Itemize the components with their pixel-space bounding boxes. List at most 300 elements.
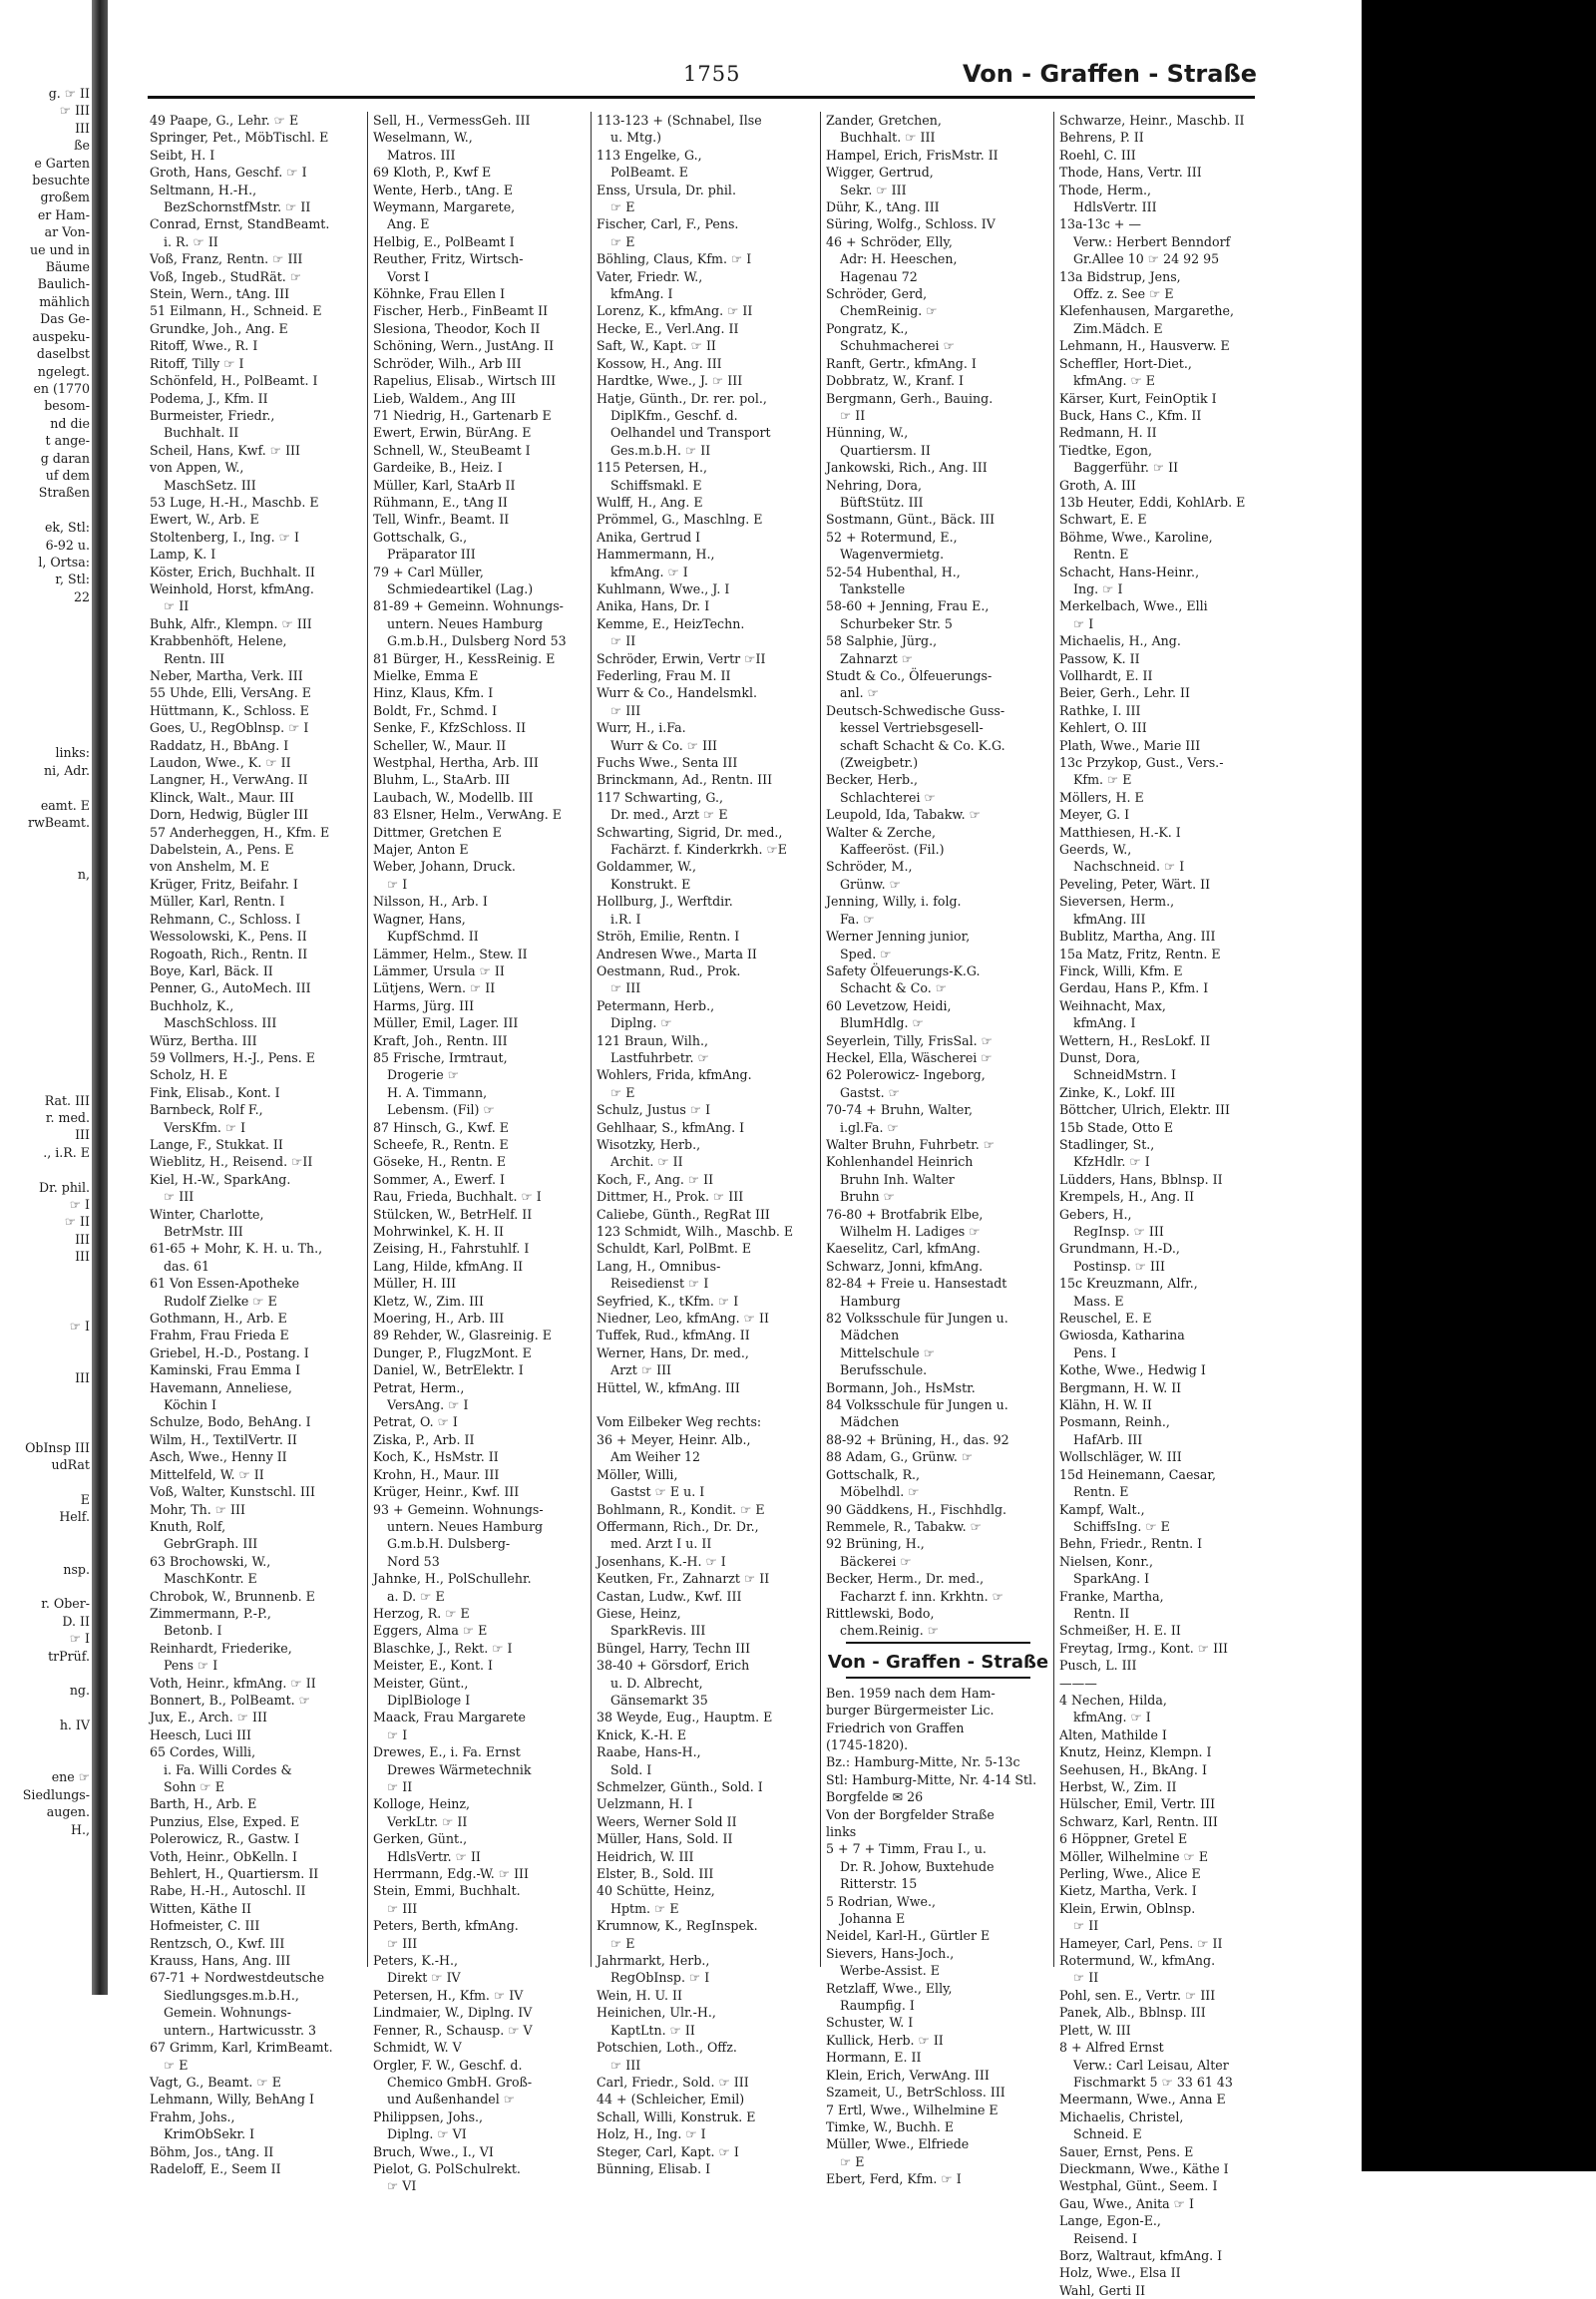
book-gutter bbox=[92, 0, 108, 1995]
directory-entry: ☞ III bbox=[610, 980, 641, 996]
left-page-text bbox=[0, 1386, 90, 1403]
directory-entry: 123 Schmidt, Wilh., Maschb. E bbox=[597, 1224, 794, 1239]
directory-entry: Studt & Co., Ölfeuerungs- bbox=[826, 668, 993, 683]
directory-entry: Gr.Allee 10 ☞ 24 92 95 bbox=[1073, 251, 1220, 267]
directory-entry: Jankowski, Rich., Ang. III bbox=[826, 460, 988, 476]
directory-entry: Stl: Hamburg-Mitte, Nr. 4-14 Stl. bbox=[826, 1771, 1037, 1787]
directory-entry: 81-89 + Gemeinn. Wohnungs- bbox=[373, 598, 564, 614]
section-rule bbox=[846, 1642, 1030, 1644]
left-page-text bbox=[0, 1057, 90, 1074]
left-page-text: E bbox=[80, 1491, 90, 1507]
directory-entry: ☞ III bbox=[387, 1935, 418, 1951]
directory-entry: Gastst ☞ E u. I bbox=[610, 1484, 705, 1500]
left-page-text: 6-92 u. bbox=[45, 537, 90, 553]
directory-entry: Vollhardt, E. II bbox=[1059, 668, 1153, 683]
directory-entry: Krabbenhöft, Helene, bbox=[150, 633, 287, 649]
directory-entry: Freytag, Irmg., Kont. ☞ III bbox=[1059, 1640, 1229, 1656]
directory-entry: Rühmann, E., tAng II bbox=[373, 494, 508, 510]
column-divider bbox=[591, 112, 592, 1967]
directory-entry: Von der Borgfelder Straße bbox=[826, 1806, 995, 1822]
directory-entry: VersAng. ☞ I bbox=[387, 1397, 469, 1413]
left-page-text bbox=[0, 970, 90, 987]
directory-entry: Ewert, Erwin, BürAng. E bbox=[373, 425, 532, 441]
left-page-text bbox=[0, 502, 90, 519]
directory-entry: Behlert, H., Quartiersm. II bbox=[150, 1866, 319, 1882]
directory-entry: 60 Levetzow, Heidi, bbox=[826, 997, 952, 1013]
directory-entry: ☞ E bbox=[610, 1084, 635, 1100]
directory-entry: Voth, Heinr., kfmAng. ☞ II bbox=[150, 1675, 316, 1691]
directory-entry: Krohn, H., Maur. III bbox=[373, 1466, 500, 1482]
left-page-text bbox=[0, 1578, 90, 1595]
directory-entry: Heckel, Ella, Wäscherei ☞ bbox=[826, 1049, 993, 1065]
directory-entry: Caliebe, Günth., RegRat III bbox=[597, 1206, 770, 1222]
directory-entry: Gänsemarkt 35 bbox=[610, 1692, 708, 1708]
directory-entry: KaptLtn. ☞ II bbox=[610, 2022, 695, 2038]
directory-entry: 89 Rehder, W., Glasreinig. E bbox=[373, 1328, 552, 1343]
directory-entry: 62 Polerowicz- Ingeborg, bbox=[826, 1067, 986, 1083]
directory-entry: Nord 53 bbox=[387, 1553, 440, 1569]
directory-entry: Ritoff, Tilly ☞ I bbox=[150, 355, 244, 371]
directory-entry: (1745-1820). bbox=[826, 1736, 909, 1752]
directory-entry: Raumpfig. I bbox=[840, 1998, 915, 2014]
directory-entry: Tuffek, Rud., kfmAng. II bbox=[597, 1328, 750, 1343]
left-page-text: ☞ III bbox=[59, 103, 90, 119]
directory-entry: kfmAng. ☞ I bbox=[610, 564, 688, 579]
directory-entry: Enss, Ursula, Dr. phil. bbox=[597, 182, 736, 197]
directory-entry: Möller, Willi, bbox=[597, 1466, 678, 1482]
directory-entry: Rau, Frieda, Buchhalt. ☞ I bbox=[373, 1189, 542, 1205]
directory-entry: Kullick, Herb. ☞ II bbox=[826, 2032, 944, 2048]
directory-entry: 57 Anderheggen, H., Kfm. E bbox=[150, 824, 330, 840]
directory-entry: Plett, W. III bbox=[1059, 2022, 1131, 2038]
directory-entry: Direkt ☞ IV bbox=[387, 1970, 461, 1986]
directory-entry: Hüttmann, K., Schloss. E bbox=[150, 702, 309, 718]
left-page-text: nsp. bbox=[63, 1561, 90, 1577]
directory-entry: Borz, Waltraut, kfmAng. I bbox=[1059, 2247, 1223, 2263]
directory-entry: Boldt, Fr., Schmd. I bbox=[373, 702, 498, 718]
directory-entry: Chrobok, W., Brunnenb. E bbox=[150, 1588, 315, 1604]
directory-entry: von Appen, W., bbox=[150, 460, 244, 476]
directory-entry: 49 Paape, G., Lehr. ☞ E bbox=[150, 113, 299, 128]
directory-entry: das. 61 bbox=[164, 1258, 210, 1274]
directory-entry: ☞ II bbox=[1073, 1970, 1099, 1986]
directory-entry: 40 Schütte, Heinz, bbox=[597, 1883, 715, 1899]
directory-entry: Walter & Zerche, bbox=[826, 824, 936, 840]
directory-entry: Gardeike, B., Heiz. I bbox=[373, 460, 503, 476]
directory-entry: Klinck, Walt., Maur. III bbox=[150, 789, 294, 805]
directory-entry: KupfSchmd. II bbox=[387, 929, 479, 945]
directory-entry: Krüger, Fritz, Beifahr. I bbox=[150, 876, 298, 892]
directory-entry: Dieckmann, Wwe., Käthe I bbox=[1059, 2160, 1229, 2176]
directory-entry: Walter Bruhn, Fuhrbetr. ☞ bbox=[826, 1136, 996, 1152]
directory-entry: Scheefe, R., Rentn. E bbox=[373, 1136, 509, 1152]
directory-entry: Rudolf Zielke ☞ E bbox=[164, 1293, 277, 1309]
left-page-text bbox=[0, 936, 90, 953]
left-page-text bbox=[0, 1421, 90, 1438]
directory-entry: Weymann, Margarete, bbox=[373, 199, 516, 215]
directory-entry: 58 Salphie, Jürg., bbox=[826, 633, 938, 649]
left-page-text: ar Von- bbox=[44, 224, 90, 240]
directory-entry: Hammermann, H., bbox=[597, 547, 715, 563]
directory-entry: Dittmer, Gretchen E bbox=[373, 824, 502, 840]
directory-entry: Herzog, R. ☞ E bbox=[373, 1605, 470, 1621]
directory-entry: Rentn. E bbox=[1073, 547, 1129, 563]
directory-column-4 bbox=[826, 112, 1050, 2187]
directory-entry: Grünw. ☞ bbox=[840, 876, 901, 892]
directory-entry: 15b Stade, Otto E bbox=[1059, 1119, 1174, 1135]
directory-entry: 115 Petersen, H., bbox=[597, 460, 707, 476]
directory-entry: Plath, Wwe., Marie III bbox=[1059, 737, 1201, 753]
directory-entry: Müller, Karl, Rentn. I bbox=[150, 894, 285, 910]
directory-entry: Müller, Hans, Sold. II bbox=[597, 1831, 733, 1847]
directory-entry: Nielsen, Konr., bbox=[1059, 1553, 1153, 1569]
left-page-text: ue und in bbox=[30, 241, 90, 257]
directory-entry: Krauss, Hans, Ang. III bbox=[150, 1953, 291, 1969]
directory-entry: 85 Frische, Irmtraut, bbox=[373, 1049, 508, 1065]
directory-entry: 69 Kloth, P., Kwf E bbox=[373, 165, 492, 181]
directory-entry: Rogoath, Rich., Rentn. II bbox=[150, 946, 308, 961]
directory-entry: 76-80 + Brotfabrik Elbe, bbox=[826, 1206, 984, 1222]
directory-entry: ☞ III bbox=[387, 1900, 418, 1916]
directory-entry: Voß, Ingeb., StudRät. ☞ bbox=[150, 268, 302, 284]
directory-entry: ☞ E bbox=[164, 2057, 189, 2073]
left-page-text: uf dem bbox=[45, 467, 90, 483]
directory-column-2 bbox=[373, 112, 588, 2194]
directory-entry: Dr. med., Arzt ☞ E bbox=[610, 807, 728, 823]
left-page-text: ObInsp III bbox=[25, 1439, 90, 1455]
left-page-text: g. ☞ II bbox=[48, 86, 90, 101]
directory-entry: ☞ III bbox=[164, 1189, 195, 1205]
directory-entry: 63 Brochowski, W., bbox=[150, 1553, 271, 1569]
directory-entry: ☞ II bbox=[164, 598, 190, 614]
directory-entry: Sped. ☞ bbox=[840, 946, 892, 961]
directory-entry: Rabe, H.-H., Autoschl. II bbox=[150, 1883, 306, 1899]
directory-entry: Nachschneid. ☞ I bbox=[1073, 859, 1185, 875]
left-page-fragment bbox=[0, 85, 90, 1965]
directory-entry: Kfm. ☞ E bbox=[1073, 772, 1132, 788]
left-page-text: ., i.R. E bbox=[43, 1144, 90, 1160]
directory-entry: Ströh, Emilie, Rentn. I bbox=[597, 929, 740, 945]
directory-entry: Maack, Frau Margarete bbox=[373, 1710, 526, 1725]
directory-entry: Beier, Gerh., Lehr. II bbox=[1059, 685, 1191, 701]
directory-entry: Pens ☞ I bbox=[164, 1658, 218, 1674]
directory-entry: Köchin I bbox=[164, 1397, 216, 1413]
directory-entry: kfmAng. III bbox=[1073, 911, 1146, 927]
directory-entry: Lebensm. (Fil) ☞ bbox=[387, 1102, 495, 1118]
directory-entry: Langner, H., VerwAng. II bbox=[150, 772, 308, 788]
directory-entry: 117 Schwarting, G., bbox=[597, 789, 724, 805]
directory-entry: Hülscher, Emil, Vertr. III bbox=[1059, 1796, 1216, 1812]
directory-entry: Stadlinger, St., bbox=[1059, 1136, 1155, 1152]
directory-entry: Bohlmann, R., Kondit. ☞ E bbox=[597, 1501, 765, 1517]
directory-entry: 46 + Schröder, Elly, bbox=[826, 233, 953, 249]
directory-entry: Mohrwinkel, K. H. II bbox=[373, 1224, 504, 1239]
directory-entry: Kärser, Kurt, FeinOptik I bbox=[1059, 390, 1217, 406]
directory-entry: Barth, H., Arb. E bbox=[150, 1796, 257, 1812]
directory-entry: Schwarze, Heinr., Maschb. II bbox=[1059, 113, 1245, 128]
left-page-text: H., bbox=[71, 1821, 90, 1837]
directory-entry: Keutken, Fr., Zahnarzt ☞ II bbox=[597, 1571, 770, 1587]
directory-entry: Lang, Hilde, kfmAng. II bbox=[373, 1258, 524, 1274]
left-page-text bbox=[0, 987, 90, 1004]
directory-entry: Sekr. ☞ III bbox=[840, 182, 907, 197]
directory-entry: Behrens, P. II bbox=[1059, 130, 1144, 146]
directory-entry: 52 + Rotermund, E., bbox=[826, 529, 958, 545]
directory-entry: Orgler, F. W., Geschf. d. bbox=[373, 2057, 523, 2073]
directory-entry: Mohr, Th. ☞ III bbox=[150, 1501, 245, 1517]
directory-entry: Fa. ☞ bbox=[840, 911, 875, 927]
left-page-text: III bbox=[75, 1370, 90, 1386]
directory-entry: HdlsVertr. ☞ II bbox=[387, 1848, 481, 1864]
directory-entry: Reisedienst ☞ I bbox=[610, 1276, 709, 1292]
directory-entry: Alten, Mathilde I bbox=[1059, 1726, 1167, 1742]
directory-entry: Bäckerei ☞ bbox=[840, 1553, 912, 1569]
directory-entry: 113-123 + (Schnabel, Ilse bbox=[597, 113, 762, 128]
directory-entry: Hameyer, Carl, Pens. ☞ II bbox=[1059, 1935, 1223, 1951]
directory-entry: Verw.: Carl Leisau, Alter bbox=[1073, 2057, 1229, 2073]
directory-entry: Passow, K. II bbox=[1059, 650, 1140, 666]
directory-entry: Offermann, Rich., Dr. Dr., bbox=[597, 1518, 759, 1534]
directory-entry: 7 Ertl, Wwe., Wilhelmine E bbox=[826, 2102, 998, 2117]
directory-entry: Knick, K.-H. E bbox=[597, 1726, 687, 1742]
directory-entry: Lindmaier, W., Diplng. IV bbox=[373, 2005, 533, 2021]
directory-entry: Gerdau, Hans P., Kfm. I bbox=[1059, 980, 1209, 996]
directory-entry: Grundmann, H.-D., bbox=[1059, 1241, 1180, 1257]
directory-entry: Winter, Charlotte, bbox=[150, 1206, 264, 1222]
directory-entry: ☞ III bbox=[610, 2057, 641, 2073]
left-page-text bbox=[0, 1283, 90, 1300]
directory-entry: Schuhmacherei ☞ bbox=[840, 338, 955, 354]
directory-entry: Herrmann, Edg.-W. ☞ III bbox=[373, 1866, 530, 1882]
directory-entry: Möller, Wilhelmine ☞ E bbox=[1059, 1848, 1209, 1864]
directory-entry: HafArb. III bbox=[1073, 1431, 1143, 1447]
directory-entry: ☞ II bbox=[840, 407, 866, 423]
directory-entry: SparkRevis. III bbox=[610, 1623, 706, 1639]
directory-entry: Bruhn ☞ bbox=[840, 1189, 895, 1205]
directory-entry: Schulz, Justus ☞ I bbox=[597, 1102, 711, 1118]
directory-entry: ☞ I bbox=[387, 1726, 408, 1742]
left-page-text: großem bbox=[40, 190, 90, 205]
directory-entry: Perling, Wwe., Alice E bbox=[1059, 1866, 1201, 1882]
directory-entry: ☞ VI bbox=[387, 2178, 417, 2194]
directory-entry: Sohn ☞ E bbox=[164, 1779, 224, 1794]
directory-entry: 84 Volksschule für Jungen u. bbox=[826, 1397, 1008, 1413]
directory-entry: Scheller, W., Maur. II bbox=[373, 737, 507, 753]
directory-entry: Kampf, Walt., bbox=[1059, 1501, 1145, 1517]
running-head: Von - Graffen - Straße bbox=[962, 60, 1257, 88]
directory-entry: 13c Przykop, Gust., Vers.- bbox=[1059, 755, 1224, 771]
directory-entry: (Zweigbetr.) bbox=[840, 755, 919, 771]
left-page-text bbox=[0, 675, 90, 692]
directory-entry: Uelzmann, H. I bbox=[597, 1796, 693, 1812]
left-page-text bbox=[0, 623, 90, 640]
directory-entry: Pens. I bbox=[1073, 1344, 1116, 1360]
directory-entry: Springer, Pet., MöbTischl. E bbox=[150, 130, 329, 146]
directory-entry: Arzt ☞ III bbox=[610, 1362, 672, 1378]
left-page-text bbox=[0, 1526, 90, 1543]
left-page-text: ng. bbox=[69, 1683, 90, 1699]
directory-entry: Krumnow, K., RegInspek. bbox=[597, 1918, 758, 1934]
directory-entry: Peters, K.-H., bbox=[373, 1953, 459, 1969]
directory-entry: Wieblitz, H., Reisend. ☞II bbox=[150, 1154, 313, 1170]
directory-entry: Sievers, Hans-Joch., bbox=[826, 1945, 955, 1961]
directory-entry: Holz, Wwe., Elsa II bbox=[1059, 2265, 1181, 2281]
directory-entry: Remmele, R., Tabakw. ☞ bbox=[826, 1518, 982, 1534]
directory-entry: 81 Bürger, H., KessReinig. E bbox=[373, 650, 556, 666]
left-page-text bbox=[0, 1404, 90, 1421]
directory-entry: Wilhelm H. Ladiges ☞ bbox=[840, 1224, 981, 1239]
directory-entry: Mielke, Emma E bbox=[373, 668, 479, 683]
directory-entry: Gemein. Wohnungs- bbox=[164, 2005, 291, 2021]
left-page-text: daselbst bbox=[36, 346, 90, 362]
directory-entry: Andresen Wwe., Marta II bbox=[597, 946, 757, 961]
directory-entry: Bergmann, H. W. II bbox=[1059, 1379, 1182, 1395]
directory-entry: Verw.: Herbert Benndorf bbox=[1073, 233, 1231, 249]
directory-entry: Punzius, Else, Exped. E bbox=[150, 1813, 300, 1829]
directory-entry: Buhk, Alfr., Klempn. ☞ III bbox=[150, 615, 312, 631]
directory-entry: Panek, Alb., Bblnsp. III bbox=[1059, 2005, 1206, 2021]
directory-entry: Jux, E., Arch. ☞ III bbox=[150, 1710, 267, 1725]
directory-entry: 82 Volksschule für Jungen u. bbox=[826, 1311, 1008, 1327]
directory-entry: Ritoff, Wwe., R. I bbox=[150, 338, 258, 354]
directory-entry: Castan, Ludw., Kwf. III bbox=[597, 1588, 742, 1604]
left-page-text: n, bbox=[77, 867, 90, 883]
directory-entry: 87 Hinsch, G., Kwf. E bbox=[373, 1119, 510, 1135]
directory-entry: ChemReinig. ☞ bbox=[840, 303, 938, 319]
directory-entry: Kehlert, O. III bbox=[1059, 720, 1147, 736]
directory-entry: BüftStütz. III bbox=[840, 494, 924, 510]
directory-entry: Rentzsch, O., Kwf. III bbox=[150, 1935, 285, 1951]
left-page-text bbox=[0, 727, 90, 744]
directory-entry: Mittelschule ☞ bbox=[840, 1344, 936, 1360]
directory-entry: Offz. z. See ☞ E bbox=[1073, 286, 1174, 302]
directory-entry: Wagner, Hans, bbox=[373, 911, 466, 927]
directory-entry: 58-60 + Jenning, Frau E., bbox=[826, 598, 990, 614]
directory-entry: 61 Von Essen-Apotheke bbox=[150, 1276, 300, 1292]
directory-entry: Potschien, Loth., Offz. bbox=[597, 2040, 737, 2056]
directory-entry: Wilm, H., TextilVertr. II bbox=[150, 1431, 297, 1447]
directory-entry: Berufsschule. bbox=[840, 1362, 928, 1378]
directory-entry: Lämmer, Ursula ☞ II bbox=[373, 962, 505, 978]
left-page-text bbox=[0, 710, 90, 727]
directory-entry: Groth, Hans, Geschf. ☞ I bbox=[150, 165, 307, 181]
directory-entry: kfmAng. ☞ I bbox=[1073, 1710, 1151, 1725]
directory-entry: Saft, W., Kapt. ☞ II bbox=[597, 338, 716, 354]
directory-entry: Meyer, G. I bbox=[1059, 807, 1130, 823]
left-page-text bbox=[0, 1751, 90, 1768]
left-page-text: Helf. bbox=[59, 1509, 90, 1525]
directory-entry: Becker, Herm., Dr. med., bbox=[826, 1571, 985, 1587]
left-page-text bbox=[0, 1161, 90, 1178]
column-divider bbox=[1053, 112, 1054, 1967]
directory-entry: Neber, Martha, Verk. III bbox=[150, 668, 303, 683]
left-page-text bbox=[0, 1734, 90, 1751]
directory-entry: Seyerlein, Tilly, FrisSal. ☞ bbox=[826, 1032, 993, 1048]
directory-entry: 71 Niedrig, H., Gartenarb E bbox=[373, 407, 552, 423]
directory-entry: Hampel, Erich, FrisMstr. II bbox=[826, 147, 998, 163]
directory-entry: Gebers, H., bbox=[1059, 1206, 1132, 1222]
left-page-text: trPrüf. bbox=[48, 1648, 90, 1664]
directory-entry: Lüdders, Hans, Bblnsp. II bbox=[1059, 1171, 1223, 1187]
directory-entry: Reinhardt, Friederike, bbox=[150, 1640, 292, 1656]
directory-entry: Kossow, H., Ang. III bbox=[597, 355, 722, 371]
directory-entry: Schurbeker Str. 5 bbox=[840, 615, 953, 631]
left-page-text: ☞ I bbox=[69, 1631, 90, 1647]
directory-entry: Westphal, Günt., Seem. I bbox=[1059, 2178, 1218, 2194]
directory-entry: Klähn, H. W. II bbox=[1059, 1397, 1152, 1413]
left-page-text bbox=[0, 1474, 90, 1491]
directory-entry: Dabelstein, A., Pens. E bbox=[150, 842, 294, 858]
directory-entry: Sieversen, Herm., bbox=[1059, 894, 1175, 910]
directory-entry: Wessolowski, K., Pens. II bbox=[150, 929, 307, 945]
directory-entry: Sauer, Ernst, Pens. E bbox=[1059, 2143, 1194, 2159]
left-page-text: besom- bbox=[44, 398, 90, 414]
directory-entry: ☞ II bbox=[610, 633, 636, 649]
directory-entry: Hagenau 72 bbox=[840, 268, 918, 284]
directory-entry: Weers, Werner Sold II bbox=[597, 1813, 737, 1829]
directory-column-5 bbox=[1059, 112, 1284, 2298]
directory-entry: Hollburg, J., Werftdir. bbox=[597, 894, 733, 910]
directory-entry: Schröder, Gerd, bbox=[826, 286, 928, 302]
directory-entry: Vorst I bbox=[387, 268, 430, 284]
directory-entry: Niedner, Leo, kfmAng. ☞ II bbox=[597, 1311, 769, 1327]
left-page-text: er Ham- bbox=[37, 206, 90, 222]
directory-entry: Steger, Carl, Kapt. ☞ I bbox=[597, 2143, 739, 2159]
directory-entry: Wohlers, Frida, kfmAng. bbox=[597, 1067, 752, 1083]
directory-entry: Posmann, Reinh., bbox=[1059, 1414, 1170, 1430]
directory-entry: Oelhandel und Transport bbox=[610, 425, 771, 441]
directory-entry: Kemme, E., HeizTechn. bbox=[597, 615, 745, 631]
directory-entry: Oestmann, Rud., Prok. bbox=[597, 962, 741, 978]
directory-entry: Matros. III bbox=[387, 147, 456, 163]
directory-entry: Werbe-Assist. E bbox=[840, 1963, 940, 1979]
left-page-text: 22 bbox=[73, 588, 90, 604]
directory-entry: Lehmann, Willy, BehAng I bbox=[150, 2092, 314, 2107]
directory-entry: 15a Matz, Fritz, Rentn. E bbox=[1059, 946, 1221, 961]
directory-entry: Philippsen, Johs., bbox=[373, 2108, 484, 2124]
directory-entry: Baggerführ. ☞ II bbox=[1073, 460, 1179, 476]
directory-entry: Lehmann, H., Hausverw. E bbox=[1059, 338, 1230, 354]
directory-entry: Köhnke, Frau Ellen I bbox=[373, 286, 506, 302]
directory-entry: Schiffsmakl. E bbox=[610, 477, 702, 493]
directory-entry: Sostmann, Günt., Bäck. III bbox=[826, 512, 996, 528]
directory-entry: 44 + (Schleicher, Emil) bbox=[597, 2092, 745, 2107]
directory-entry: Gottschalk, G., bbox=[373, 529, 468, 545]
directory-entry: Ges.m.b.H. ☞ II bbox=[610, 442, 711, 458]
directory-entry: Kothe, Wwe., Hedwig I bbox=[1059, 1362, 1206, 1378]
directory-entry: Reuther, Fritz, Wirtsch- bbox=[373, 251, 524, 267]
directory-entry: Schröder, Wilh., Arb III bbox=[373, 355, 522, 371]
directory-entry: Kiel, H.-W., SparkAng. bbox=[150, 1171, 291, 1187]
directory-entry: Michaelis, Christel, bbox=[1059, 2108, 1184, 2124]
directory-entry: BlumHdlg. ☞ bbox=[840, 1015, 924, 1031]
directory-entry: Klein, Erwin, Oblnsp. bbox=[1059, 1900, 1196, 1916]
directory-entry: MaschKontr. E bbox=[164, 1571, 257, 1587]
directory-entry: Lorenz, K., kfmAng. ☞ II bbox=[597, 303, 753, 319]
directory-entry: burger Bürgermeister Lic. bbox=[826, 1703, 995, 1719]
directory-entry: Tankstelle bbox=[840, 580, 906, 596]
directory-entry: 53 Luge, H.-H., Maschb. E bbox=[150, 494, 319, 510]
directory-entry: Rapelius, Elisab., Wirtsch III bbox=[373, 373, 557, 389]
directory-entry: chem.Reinig. ☞ bbox=[840, 1623, 940, 1639]
directory-entry: i.R. I bbox=[610, 911, 641, 927]
directory-entry: Buck, Hans C., Kfm. II bbox=[1059, 407, 1202, 423]
directory-entry: Gastst. ☞ bbox=[840, 1084, 900, 1100]
directory-entry: Müller, Wwe., Elfriede bbox=[826, 2136, 970, 2152]
directory-entry: Gothmann, H., Arb. E bbox=[150, 1311, 287, 1327]
directory-entry: Rotermund, W., kfmAng. bbox=[1059, 1953, 1216, 1969]
directory-entry: Neidel, Karl-H., Gürtler E bbox=[826, 1928, 991, 1944]
